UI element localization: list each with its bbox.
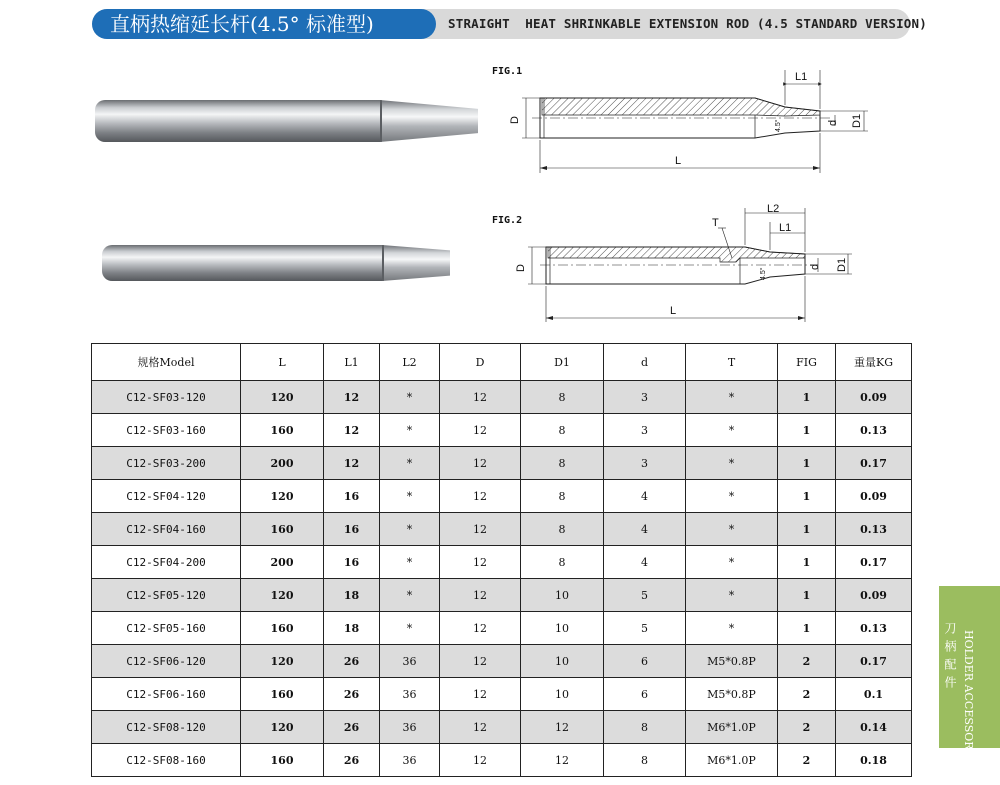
- table-row: [92, 414, 912, 447]
- cell-fig: 1: [778, 447, 836, 480]
- cell-L1: 18: [324, 579, 380, 612]
- cell-d: 3: [604, 414, 686, 447]
- cell-L1: 12: [324, 414, 380, 447]
- fig2-dim-L1: L1: [779, 222, 792, 234]
- col-header-L2: L2: [380, 344, 440, 381]
- col-header-model: 规格Model: [92, 344, 241, 381]
- col-header-L: L: [241, 344, 324, 381]
- table-header-row: [92, 344, 912, 381]
- cell-D: 12: [440, 711, 521, 744]
- cell-fig: 1: [778, 414, 836, 447]
- cell-D1: 8: [521, 546, 604, 579]
- cell-d: 6: [604, 645, 686, 678]
- cell-L: 120: [241, 645, 324, 678]
- cell-d: 8: [604, 744, 686, 777]
- side-tab-label-en: HOLDER ACCESSORIES: [962, 630, 975, 770]
- cell-fig: 2: [778, 678, 836, 711]
- cell-D: 12: [440, 678, 521, 711]
- cell-weight: 0.13: [836, 612, 912, 645]
- cell-D: 12: [440, 579, 521, 612]
- cell-fig: 1: [778, 513, 836, 546]
- table-row: [92, 381, 912, 414]
- fig1-dim-angle: 4.5°: [775, 119, 782, 132]
- cell-fig: 1: [778, 612, 836, 645]
- product-photo-fig2: [102, 245, 462, 281]
- cell-d: 4: [604, 513, 686, 546]
- fig2-dim-d: d: [809, 263, 821, 270]
- side-tab-label-cn: 刀柄配件: [943, 622, 957, 694]
- fig1-dim-D: D: [509, 116, 521, 124]
- cell-L2: *: [380, 546, 440, 579]
- cell-T: *: [686, 579, 778, 612]
- cell-L1: 16: [324, 513, 380, 546]
- cell-model: C12-SF03-160: [92, 414, 241, 447]
- col-header-D: D: [440, 344, 521, 381]
- cell-D: 12: [440, 645, 521, 678]
- cell-fig: 1: [778, 381, 836, 414]
- cell-T: M6*1.0P: [686, 744, 778, 777]
- table-row: [92, 645, 912, 678]
- cell-T: *: [686, 612, 778, 645]
- cell-L: 160: [241, 678, 324, 711]
- fig1-dim-L1: L1: [795, 71, 808, 83]
- cell-model: C12-SF03-200: [92, 447, 241, 480]
- fig2-dim-T: T: [712, 217, 719, 229]
- cell-weight: 0.17: [836, 447, 912, 480]
- cell-T: *: [686, 513, 778, 546]
- spec-table: [91, 343, 912, 777]
- col-header-d: d: [604, 344, 686, 381]
- cell-fig: 1: [778, 480, 836, 513]
- cell-L2: *: [380, 480, 440, 513]
- fig2-dim-D: D: [515, 264, 527, 272]
- fig2-label: FIG.2: [492, 215, 523, 226]
- cell-T: *: [686, 546, 778, 579]
- table-row: [92, 513, 912, 546]
- cell-d: 4: [604, 480, 686, 513]
- cell-D: 12: [440, 513, 521, 546]
- cell-D1: 12: [521, 744, 604, 777]
- cell-L1: 12: [324, 381, 380, 414]
- fig2-dim-L2: L2: [767, 203, 780, 215]
- cell-weight: 0.09: [836, 381, 912, 414]
- cell-D1: 8: [521, 513, 604, 546]
- cell-L1: 26: [324, 711, 380, 744]
- cell-D1: 8: [521, 381, 604, 414]
- cell-T: M5*0.8P: [686, 645, 778, 678]
- cell-d: 4: [604, 546, 686, 579]
- product-photo-fig1: [95, 100, 455, 142]
- cell-L: 160: [241, 513, 324, 546]
- cell-T: M5*0.8P: [686, 678, 778, 711]
- fig1-dim-L: L: [675, 155, 682, 167]
- cell-model: C12-SF06-120: [92, 645, 241, 678]
- table-row: [92, 678, 912, 711]
- cell-fig: 1: [778, 546, 836, 579]
- cell-L1: 26: [324, 645, 380, 678]
- cell-D: 12: [440, 546, 521, 579]
- cell-L1: 16: [324, 480, 380, 513]
- col-header-L1: L1: [324, 344, 380, 381]
- col-header-D1: D1: [521, 344, 604, 381]
- cell-T: *: [686, 414, 778, 447]
- col-header-weight: 重量KG: [836, 344, 912, 381]
- cell-weight: 0.17: [836, 546, 912, 579]
- cell-d: 8: [604, 711, 686, 744]
- cell-T: M6*1.0P: [686, 711, 778, 744]
- table-row: [92, 447, 912, 480]
- cell-weight: 0.09: [836, 480, 912, 513]
- cell-L: 160: [241, 744, 324, 777]
- cell-fig: 2: [778, 711, 836, 744]
- cell-L: 120: [241, 711, 324, 744]
- cell-L: 160: [241, 612, 324, 645]
- fig2-dim-D1: D1: [836, 257, 848, 272]
- cell-D1: 12: [521, 711, 604, 744]
- page-title-cn: 直柄热缩延长杆(4.5° 标准型): [92, 9, 436, 39]
- cell-D1: 8: [521, 414, 604, 447]
- cell-model: C12-SF05-120: [92, 579, 241, 612]
- cell-L: 120: [241, 381, 324, 414]
- cell-D1: 8: [521, 480, 604, 513]
- cell-model: C12-SF04-160: [92, 513, 241, 546]
- cell-model: C12-SF03-120: [92, 381, 241, 414]
- cell-L2: *: [380, 447, 440, 480]
- cell-L1: 12: [324, 447, 380, 480]
- spec-table-body: [92, 381, 912, 777]
- cell-weight: 0.17: [836, 645, 912, 678]
- cell-d: 6: [604, 678, 686, 711]
- col-header-fig: FIG: [778, 344, 836, 381]
- table-row: [92, 546, 912, 579]
- cell-model: C12-SF06-160: [92, 678, 241, 711]
- cell-L: 120: [241, 480, 324, 513]
- cell-D: 12: [440, 744, 521, 777]
- fig1-drawing: [500, 60, 900, 180]
- cell-L2: 36: [380, 711, 440, 744]
- cell-L1: 26: [324, 744, 380, 777]
- cell-model: C12-SF08-120: [92, 711, 241, 744]
- cell-D1: 10: [521, 612, 604, 645]
- cell-weight: 0.13: [836, 513, 912, 546]
- cell-L2: *: [380, 579, 440, 612]
- cell-d: 3: [604, 381, 686, 414]
- fig2-dim-angle: 4.5°: [760, 267, 767, 280]
- fig1-dim-d: d: [827, 119, 839, 126]
- cell-model: C12-SF05-160: [92, 612, 241, 645]
- cell-L2: 36: [380, 645, 440, 678]
- cell-d: 5: [604, 579, 686, 612]
- cell-weight: 0.18: [836, 744, 912, 777]
- cell-D: 12: [440, 414, 521, 447]
- cell-model: C12-SF08-160: [92, 744, 241, 777]
- cell-L2: *: [380, 381, 440, 414]
- cell-D: 12: [440, 447, 521, 480]
- cell-L1: 18: [324, 612, 380, 645]
- cell-L: 160: [241, 414, 324, 447]
- cell-model: C12-SF04-120: [92, 480, 241, 513]
- cell-weight: 0.14: [836, 711, 912, 744]
- table-row: [92, 579, 912, 612]
- fig1-label: FIG.1: [492, 66, 523, 77]
- cell-T: *: [686, 381, 778, 414]
- fig1-dim-D1: D1: [851, 113, 863, 128]
- table-row: [92, 480, 912, 513]
- table-row: [92, 612, 912, 645]
- fig2-dim-L: L: [670, 305, 677, 317]
- cell-model: C12-SF04-200: [92, 546, 241, 579]
- cell-D1: 10: [521, 645, 604, 678]
- cell-weight: 0.09: [836, 579, 912, 612]
- cell-L: 200: [241, 546, 324, 579]
- cell-L2: 36: [380, 678, 440, 711]
- cell-L2: *: [380, 414, 440, 447]
- cell-L2: 36: [380, 744, 440, 777]
- cell-L: 200: [241, 447, 324, 480]
- col-header-T: T: [686, 344, 778, 381]
- cell-D: 12: [440, 381, 521, 414]
- cell-D1: 10: [521, 678, 604, 711]
- cell-fig: 2: [778, 645, 836, 678]
- cell-d: 3: [604, 447, 686, 480]
- cell-T: *: [686, 447, 778, 480]
- cell-fig: 2: [778, 744, 836, 777]
- cell-D: 12: [440, 612, 521, 645]
- cell-L2: *: [380, 612, 440, 645]
- cell-weight: 0.1: [836, 678, 912, 711]
- cell-D1: 10: [521, 579, 604, 612]
- fig2-drawing: [500, 200, 900, 325]
- cell-D1: 8: [521, 447, 604, 480]
- cell-L: 120: [241, 579, 324, 612]
- table-row: [92, 711, 912, 744]
- cell-L2: *: [380, 513, 440, 546]
- cell-T: *: [686, 480, 778, 513]
- cell-fig: 1: [778, 579, 836, 612]
- table-row: [92, 744, 912, 777]
- cell-L1: 26: [324, 678, 380, 711]
- cell-L1: 16: [324, 546, 380, 579]
- page-title-en: STRAIGHT HEAT SHRINKABLE EXTENSION ROD (4.5 STANDARD VERSION): [448, 16, 927, 31]
- cell-d: 5: [604, 612, 686, 645]
- cell-D: 12: [440, 480, 521, 513]
- cell-weight: 0.13: [836, 414, 912, 447]
